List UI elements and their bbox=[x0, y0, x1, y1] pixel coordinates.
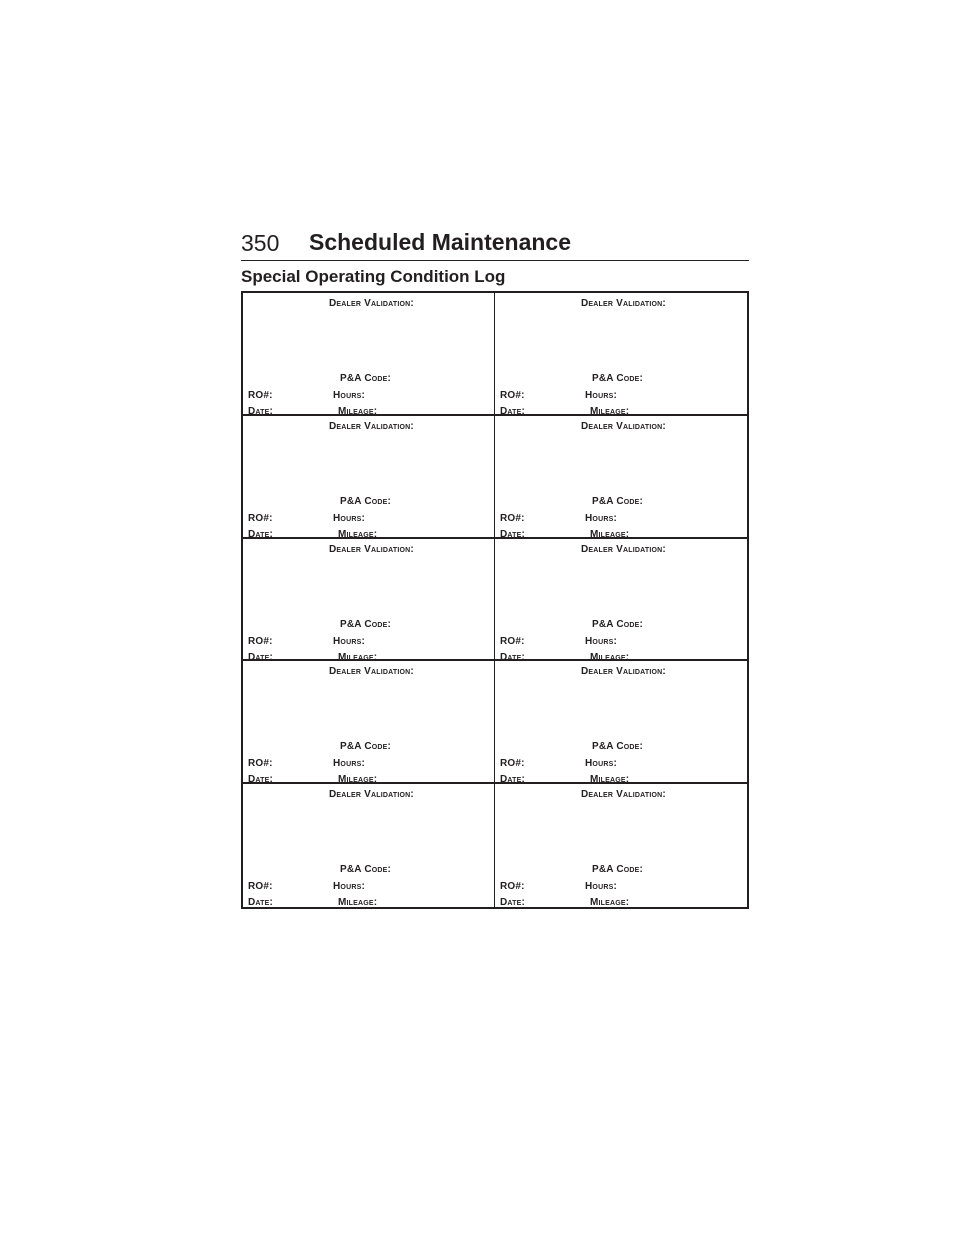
ro-label: RO#: bbox=[500, 758, 525, 770]
chapter-title: Scheduled Maintenance bbox=[309, 229, 572, 255]
mileage-label: Mileage: bbox=[338, 406, 378, 417]
date-label: Date: bbox=[500, 774, 526, 786]
dealer-validation-label: Dealer Validation: bbox=[581, 789, 666, 801]
date-label: Date: bbox=[248, 651, 274, 663]
dealer-validation-label: Dealer Validation: bbox=[329, 789, 414, 801]
mileage-label: Mileage: bbox=[338, 897, 378, 909]
pa-code-label: P&A Code: bbox=[340, 495, 392, 507]
pa-code-label: P&A Code: bbox=[592, 618, 644, 630]
ro-label: RO#: bbox=[248, 512, 273, 524]
ro-label: RO#: bbox=[248, 758, 273, 770]
log-entry bbox=[495, 539, 747, 662]
date-label: Date: bbox=[500, 651, 526, 663]
log-entry bbox=[243, 784, 495, 907]
hours-label: Hours: bbox=[585, 635, 617, 647]
mileage-label: Mileage: bbox=[590, 651, 630, 663]
pa-code-label: P&A Code: bbox=[592, 864, 644, 876]
pa-code-label: P&A Code: bbox=[340, 373, 392, 384]
hours-label: Hours: bbox=[585, 881, 617, 893]
hours-label: Hours: bbox=[333, 390, 365, 401]
date-label: Date: bbox=[500, 897, 526, 909]
log-entry bbox=[243, 416, 495, 539]
dealer-validation-label: Dealer Validation: bbox=[581, 666, 666, 678]
date-label: Date: bbox=[248, 528, 274, 540]
page-number: 350 bbox=[241, 230, 280, 256]
log-entry bbox=[495, 293, 747, 416]
pa-code-label: P&A Code: bbox=[592, 373, 644, 384]
hours-label: Hours: bbox=[333, 512, 365, 524]
date-label: Date: bbox=[248, 774, 274, 786]
condition-log-table bbox=[241, 291, 749, 909]
log-entry bbox=[243, 293, 495, 416]
section-title: Special Operating Condition Log bbox=[241, 267, 506, 286]
hours-label: Hours: bbox=[333, 758, 365, 770]
pa-code-label: P&A Code: bbox=[340, 741, 392, 753]
pa-code-label: P&A Code: bbox=[340, 864, 392, 876]
hours-label: Hours: bbox=[333, 881, 365, 893]
mileage-label: Mileage: bbox=[590, 774, 630, 786]
ro-label: RO#: bbox=[248, 881, 273, 893]
page-header bbox=[241, 228, 749, 261]
hours-label: Hours: bbox=[333, 635, 365, 647]
pa-code-label: P&A Code: bbox=[592, 741, 644, 753]
log-entry bbox=[243, 539, 495, 662]
ro-label: RO#: bbox=[500, 881, 525, 893]
dealer-validation-label: Dealer Validation: bbox=[329, 298, 414, 309]
dealer-validation-label: Dealer Validation: bbox=[581, 420, 666, 432]
dealer-validation-label: Dealer Validation: bbox=[329, 420, 414, 432]
ro-label: RO#: bbox=[500, 512, 525, 524]
dealer-validation-label: Dealer Validation: bbox=[329, 543, 414, 555]
date-label: Date: bbox=[248, 406, 274, 417]
log-entry bbox=[495, 784, 747, 907]
dealer-validation-label: Dealer Validation: bbox=[581, 543, 666, 555]
ro-label: RO#: bbox=[500, 635, 525, 647]
hours-label: Hours: bbox=[585, 390, 617, 401]
log-entry bbox=[243, 661, 495, 784]
ro-label: RO#: bbox=[500, 390, 525, 401]
pa-code-label: P&A Code: bbox=[340, 618, 392, 630]
date-label: Date: bbox=[248, 897, 274, 909]
mileage-label: Mileage: bbox=[338, 774, 378, 786]
mileage-label: Mileage: bbox=[338, 651, 378, 663]
log-entry bbox=[495, 661, 747, 784]
date-label: Date: bbox=[500, 528, 526, 540]
ro-label: RO#: bbox=[248, 635, 273, 647]
mileage-label: Mileage: bbox=[590, 528, 630, 540]
mileage-label: Mileage: bbox=[590, 897, 630, 909]
dealer-validation-label: Dealer Validation: bbox=[581, 298, 666, 309]
log-entry bbox=[495, 416, 747, 539]
dealer-validation-label: Dealer Validation: bbox=[329, 666, 414, 678]
date-label: Date: bbox=[500, 406, 526, 417]
hours-label: Hours: bbox=[585, 758, 617, 770]
mileage-label: Mileage: bbox=[338, 528, 378, 540]
ro-label: RO#: bbox=[248, 390, 273, 401]
pa-code-label: P&A Code: bbox=[592, 495, 644, 507]
hours-label: Hours: bbox=[585, 512, 617, 524]
mileage-label: Mileage: bbox=[590, 406, 630, 417]
